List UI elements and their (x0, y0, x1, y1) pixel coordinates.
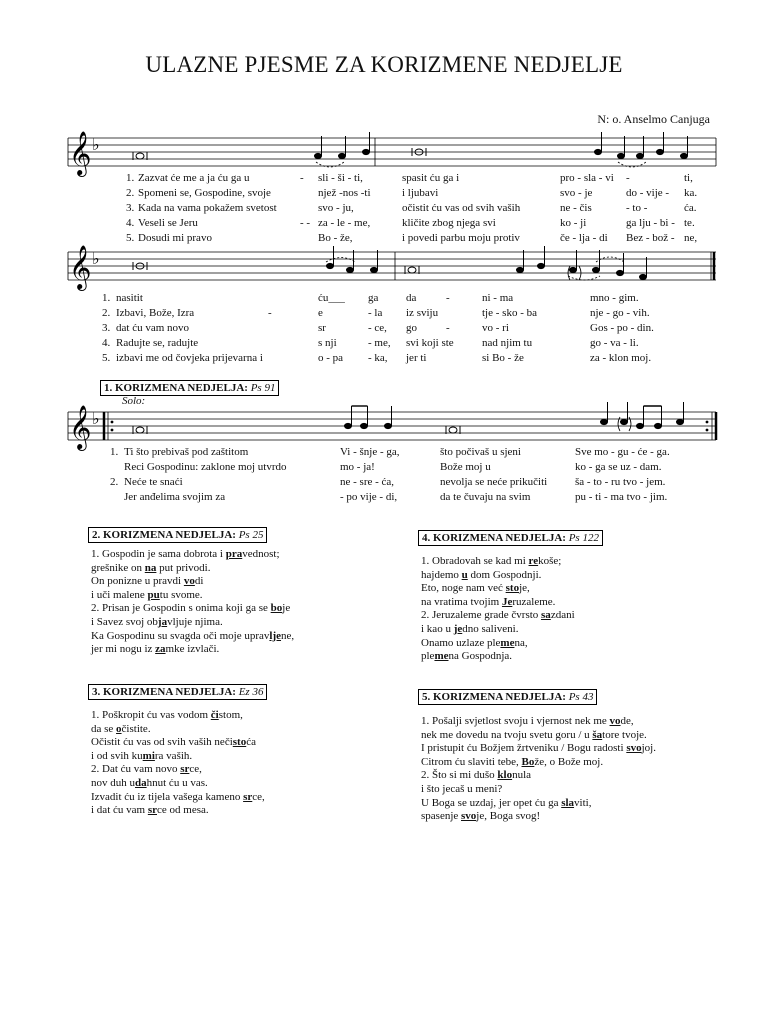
hymn-verse-line: go - va - li. (590, 337, 639, 349)
accent-syllable: re (528, 555, 539, 567)
psalm-text: de, (620, 715, 634, 727)
hymn-verse-line: nasitit (116, 292, 143, 304)
hymn-verse-line: dat ću vam novo (116, 322, 190, 334)
hymn-verse-line: Izbavi, Bože, Izra (116, 307, 195, 319)
psalm-text: 2. Dat ću vam novo (91, 763, 181, 776)
hymn-verse-line: ga lju - bi - (626, 217, 675, 229)
week1-verse-line: Vi - šnje - ga, (340, 446, 400, 458)
psalm-line (421, 742, 656, 756)
week1-verse-line: što počivaš u sjeni (440, 446, 521, 458)
hymn-verse-line: o - pa (318, 352, 344, 364)
psalm-line (91, 750, 265, 764)
svg-text:𝄞: 𝄞 (69, 245, 92, 289)
hymn-verse-line: - to - (626, 202, 648, 214)
hymn-verse-line: jer ti (406, 352, 427, 364)
psalm-text: ruzaleme. (512, 595, 556, 608)
hymn-verse-line: da (406, 292, 417, 304)
psalm-text: vljuje njima. (167, 615, 223, 628)
hymn-verse-line: mno - gim. (590, 292, 639, 304)
psalm-text: Onamo uzlaze ple (421, 636, 501, 649)
psalm-line (421, 609, 575, 623)
accent-syllable: je (453, 622, 463, 635)
psalm-line (421, 596, 575, 610)
hymn-verse-line: e (318, 307, 323, 319)
psalm-text: tu svome. (159, 588, 203, 601)
psalm-text: Očistit ću vas od svih vaših neči (91, 736, 233, 749)
psalm-line (421, 810, 656, 824)
psalm-text: ća (246, 736, 256, 749)
psalm-text: na Gospodnja. (448, 650, 513, 663)
hymn-verse-line: tje - sko - ba (482, 307, 537, 319)
hymn-verse-line: - ka, (368, 352, 388, 364)
hymn-verse-line: 4. (102, 337, 111, 349)
hymn-verse-line: Veseli se Jeru (138, 217, 198, 229)
hymn-verse-line: Bo - že, (318, 232, 353, 244)
accent-syllable: me (434, 650, 449, 663)
hymn-verse-line: i ljubavi (402, 187, 439, 199)
accent-syllable: na (144, 561, 157, 574)
week3-psalm (91, 709, 265, 818)
psalm-text: 1. Pošalji svjetlost svoju i vjernost nek me (421, 715, 610, 727)
week1-verse-line: da te čuvaju na svim (440, 491, 531, 503)
hymn-verse-line: sli - ši - ti, (318, 172, 363, 184)
accent-syllable: či (210, 709, 219, 721)
hymn-verse-line: nad njim tu (482, 337, 533, 349)
hymn-verse-line: - (268, 307, 272, 319)
hymn-verse-line: nje - go - vih. (590, 307, 650, 319)
psalm-text: ne, (281, 629, 295, 642)
accent-syllable: Bo (521, 755, 535, 768)
psalm-text: grešnike on (91, 561, 145, 574)
week4-header: 4. KORIZMENA NEDJELJA: Ps 122 (418, 530, 603, 546)
week5-psalm (421, 715, 656, 824)
hymn-verse-line: Radujte se, radujte (116, 337, 199, 349)
hymn-verse-line: kličite zbog njega svi (402, 217, 496, 229)
psalm-text: dom Gospodnji. (467, 568, 542, 581)
week1-verse-line: - po vije - di, (340, 491, 398, 503)
hymn-verse-line: ko - ji (560, 217, 587, 229)
week1-verse-line: ko - ga se uz - dam. (575, 461, 662, 473)
psalm-text: put privodi. (156, 561, 211, 574)
accent-syllable: svo (461, 810, 477, 823)
accent-syllable: o (116, 722, 122, 735)
hymn-verse-line: si Bo - že (482, 352, 524, 364)
psalm-line (91, 589, 294, 603)
hymn-verse-line: do - vije - (626, 187, 670, 199)
psalm-line (421, 783, 656, 797)
psalm-text: viti, (574, 796, 592, 809)
hymn-verse-line: za - klon moj. (590, 352, 652, 364)
accent-syllable: da (135, 776, 147, 789)
psalm-text: On ponizne u pravdi (91, 575, 184, 588)
hymn-verse-line: - (626, 172, 630, 184)
psalm-line (91, 643, 294, 657)
psalm-line (91, 548, 294, 562)
psalm-text: vednost; (242, 548, 280, 560)
week1-verse-line: pu - ti - ma tvo - jim. (575, 491, 668, 503)
psalm-text: koše; (538, 555, 562, 567)
week1-verse-line: 2. (110, 476, 119, 488)
psalm-line (421, 756, 656, 770)
psalm-text: i dat ću vam (91, 804, 148, 817)
psalm-text: stom, (218, 709, 243, 721)
psalm-line (421, 729, 656, 743)
hymn-verse-line: ga (368, 292, 379, 304)
psalm-text: spasenje (421, 810, 462, 823)
hymn-verse-line: če - lja - di (560, 232, 608, 244)
accent-syllable: ja (157, 615, 168, 628)
week4-psalm (421, 555, 575, 664)
psalm-text: 2. Jeruzaleme grade čvrsto (421, 609, 542, 622)
psalm-line (91, 616, 294, 630)
hymn-verse-line: 5. (102, 352, 111, 364)
psalm-text: čistite. (121, 722, 151, 735)
accent-syllable: Je (501, 595, 513, 608)
hymn-verse-line: - - (300, 217, 311, 229)
hymn-verse-line: spasit ću ga i (402, 172, 460, 184)
psalm-text: 1. Obradovah se kad mi (421, 555, 529, 567)
hymn-verse-line: s nji (318, 337, 337, 349)
week1-header: 1. KORIZMENA NEDJELJA: Ps 91 (100, 380, 279, 396)
hymn-verse-line: ne - čis (560, 202, 592, 214)
hymn-verse-line: - (300, 172, 304, 184)
psalm-text: Citrom ću slaviti tebe, (421, 755, 522, 768)
hymn-verse-line: iz sviju (406, 307, 439, 319)
week1-verse-line: Jer anđelima svojim za (124, 491, 226, 503)
hymn-verse-line: 3. (126, 202, 135, 214)
hymn-verse-line: ti, (684, 172, 693, 184)
psalm-text: 1. Gospodin je sama dobrota i (91, 548, 226, 560)
hymn-verse-line: te. (684, 217, 695, 229)
psalm-line (91, 777, 265, 791)
hymn-verse-line: njež -nos -ti (318, 187, 371, 199)
psalm-text: zdani (550, 609, 575, 622)
psalm-text: dno saliveni. (462, 622, 519, 635)
accent-syllable: ša (592, 728, 603, 741)
psalm-text: i uči malene (91, 588, 148, 601)
hymn-verse-line: ka. (684, 187, 698, 199)
accent-syllable: sa (541, 609, 551, 622)
psalm-text: 1. Poškropit ću vas vodom (91, 709, 211, 721)
week1-verse-line: ša - to - ru tvo - jem. (575, 476, 666, 488)
hymn-verse-line: - (446, 322, 450, 334)
psalm-text: že, o Bože moj. (534, 755, 604, 768)
svg-text:𝄞: 𝄞 (69, 405, 92, 449)
hymn-verse-line: ću___ (318, 292, 345, 304)
hymn-verse-line: za - le - me, (318, 217, 371, 229)
hymn-verse-line: sr (318, 322, 326, 334)
week1-verse-line: Bože moj u (440, 461, 491, 473)
accent-syllable: vo (609, 715, 621, 727)
psalm-text: di (194, 575, 204, 588)
accent-syllable: svo (626, 742, 642, 755)
psalm-text: jer mi nogu iz (91, 643, 156, 656)
hymn-verse-line: svi koji ste (406, 337, 454, 349)
week2-header: 2. KORIZMENA NEDJELJA: Ps 25 (88, 527, 267, 543)
composer-credit: N: o. Anselmo Canjuga (597, 112, 710, 126)
week1-verse-line: 1. (110, 446, 119, 458)
accent-syllable: pu (147, 588, 160, 601)
psalm-line (91, 709, 265, 723)
hymn-verse-line: ća. (684, 202, 697, 214)
hymn-verse-line: ni - ma (482, 292, 514, 304)
hymn-verse-line: očistit ću vas od svih vaših (402, 202, 521, 214)
accent-syllable: sto (505, 582, 520, 595)
psalm-text: nek me dovedu na tvoju svetu goru / u (421, 728, 593, 741)
hymn-verse-line: go (406, 322, 417, 334)
accent-syllable: klo (497, 769, 513, 782)
psalm-text: Eto, noge nam već (421, 582, 506, 595)
hymn-verse-line: ne, (684, 232, 698, 244)
svg-text:♭: ♭ (92, 135, 100, 154)
psalm-line (91, 804, 265, 818)
psalm-line (421, 555, 575, 569)
psalm-text: i od svih ku (91, 749, 143, 762)
psalm-line (91, 630, 294, 644)
week1-verse-line: ne - sre - ća, (340, 476, 395, 488)
hymn-verse-line: pro - sla - vi (560, 172, 614, 184)
hymn-verse-line: vo - ri (482, 322, 509, 334)
psalm-text: ce, (252, 790, 265, 803)
hymn-verse-line: i povedi parbu moju protiv (402, 232, 520, 244)
psalm-text: ple (421, 650, 435, 663)
hymn-verse-line: 4. (126, 217, 135, 229)
solo-marking: Solo: (122, 395, 146, 407)
hymn-verse-line: - me, (368, 337, 391, 349)
psalm-line (421, 623, 575, 637)
week1-verse-line: Reci Gospodinu: zaklone moj utvrdo (124, 461, 287, 473)
hymn-verse-line: 2. (126, 187, 135, 199)
psalm-line (91, 602, 294, 616)
week1-verse-line: mo - ja! (340, 461, 375, 473)
psalm-text: na vratima tvojim (421, 595, 502, 608)
hymn-verse-line: Zazvat će me a ja ću ga u (138, 172, 250, 184)
hymn-verse-line: svo - je (560, 187, 593, 199)
psalm-line (421, 650, 575, 664)
accent-syllable: sto (232, 736, 247, 749)
accent-syllable: lje (269, 629, 282, 642)
psalm-text: hajdemo (421, 568, 462, 581)
week1-verse-line: nevolja se neće prikučiti (440, 476, 548, 488)
psalm-text: hnut ću u vas. (146, 776, 208, 789)
hymn-verse-line: - la (368, 307, 383, 319)
psalm-text: nov duh u (91, 776, 135, 789)
psalm-line (91, 723, 265, 737)
hymn-verse-line: svo - ju, (318, 202, 354, 214)
accent-syllable: sla (561, 796, 575, 809)
psalm-text: je, Boga svog! (476, 810, 541, 823)
hymn-verse-line: Dosudi mi pravo (138, 232, 212, 244)
psalm-line (421, 569, 575, 583)
accent-syllable: me (500, 636, 515, 649)
hymn-verse-line: Spomeni se, Gospodine, svoje (138, 187, 271, 199)
accent-syllable: mi (142, 749, 155, 762)
psalm-text: Izvadit ću iz tijela vašega kameno (91, 790, 244, 803)
svg-text:𝄞: 𝄞 (69, 131, 92, 175)
accent-syllable: sr (243, 790, 253, 803)
psalm-text: ce od mesa. (157, 804, 209, 817)
psalm-line (91, 791, 265, 805)
psalm-text: na, (514, 636, 528, 649)
psalm-line (91, 562, 294, 576)
week5-header: 5. KORIZMENA NEDJELJA: Ps 43 (418, 689, 597, 705)
hymn-verse-line: 1. (102, 292, 111, 304)
hymn-verse-line: izbavi me od čovjeka prijevarna i (116, 352, 263, 364)
week1-verse-line: Ti što prebivaš pod zaštitom (124, 446, 249, 458)
hymn-verse-line: Bez - bož - (626, 232, 675, 244)
week1-verse-line: Neće te snaći (124, 476, 183, 488)
week3-header: 3. KORIZMENA NEDJELJA: Ez 36 (88, 684, 267, 700)
psalm-text: da se (91, 722, 117, 735)
accent-syllable: za (155, 643, 166, 656)
psalm-text: i kao u (421, 622, 454, 635)
hymn-verse-line: 2. (102, 307, 111, 319)
psalm-line (91, 736, 265, 750)
accent-syllable: bo (270, 602, 283, 615)
hymn-verse-line: Kada na vama pokažem svetost (138, 202, 277, 214)
accent-syllable: vo (183, 575, 195, 588)
svg-text:♭: ♭ (92, 249, 100, 268)
psalm-line (421, 582, 575, 596)
accent-syllable: sr (147, 804, 157, 817)
psalm-line (421, 797, 656, 811)
hymn-verse-line: 1. (126, 172, 135, 184)
psalm-line (421, 637, 575, 651)
psalm-text: joj. (641, 742, 656, 755)
psalm-text: 2. Što si mi dušo (421, 769, 498, 782)
week2-psalm (91, 548, 294, 657)
hymn-verse-line: - ce, (368, 322, 387, 334)
accent-syllable: u (461, 568, 468, 581)
psalm-text: je, (519, 582, 530, 595)
psalm-text: i Savez svoj ob (91, 615, 158, 628)
hymn-verse-line: - (446, 292, 450, 304)
psalm-text: nula (512, 769, 532, 782)
psalm-text: U Boga se uzdaj, jer opet ću ga (421, 796, 562, 809)
psalm-text: Ka Gospodinu su svagda oči moje uprav (91, 629, 270, 642)
psalm-text: i što jecaš u meni? (421, 782, 503, 795)
hymn-verse-line: Gos - po - din. (590, 322, 654, 334)
psalm-line (421, 715, 656, 729)
hymn-verse-line: 5. (126, 232, 135, 244)
week1-verse-line: Sve mo - gu - će - ga. (575, 446, 670, 458)
psalm-text: tore tvoje. (602, 728, 647, 741)
psalm-text: mke izvlači. (165, 643, 220, 656)
psalm-line (91, 575, 294, 589)
psalm-text: I pristupit ću Božjem žrtveniku / Bogu radosti (421, 742, 627, 755)
hymn-verse-line: 3. (102, 322, 111, 334)
accent-syllable: pra (225, 548, 243, 560)
svg-text:♭: ♭ (92, 409, 100, 428)
page-title: ULAZNE PJESME ZA KORIZMENE NEDJELJE (145, 52, 623, 77)
psalm-text: ce, (189, 763, 202, 776)
psalm-text: ra vaših. (154, 749, 193, 762)
psalm-line (91, 763, 265, 777)
accent-syllable: sr (180, 763, 190, 776)
psalm-text: je (282, 602, 291, 615)
psalm-text: 2. Prisan je Gospodin s onima koji ga se (91, 602, 271, 615)
psalm-line (421, 769, 656, 783)
